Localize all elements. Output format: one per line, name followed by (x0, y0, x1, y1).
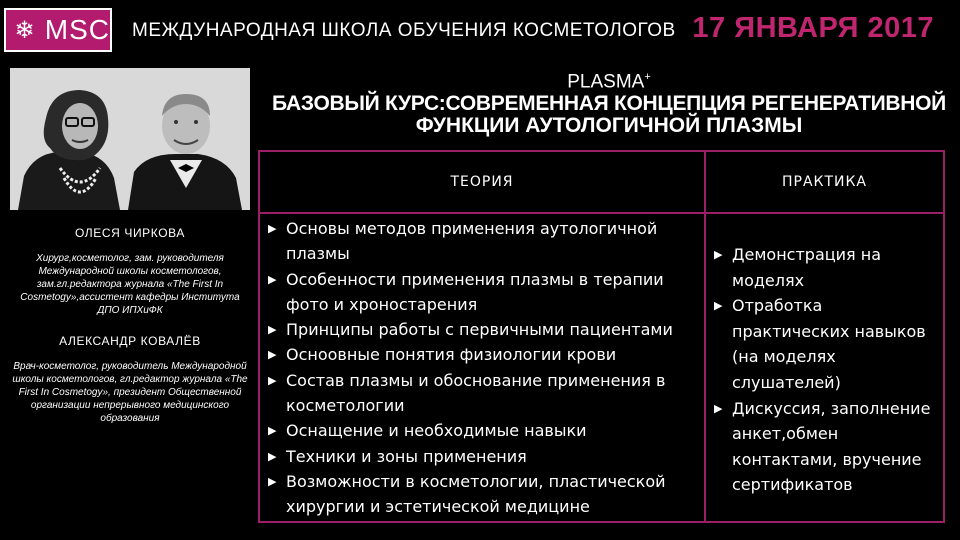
header-divider (260, 212, 943, 214)
triangle-bullet-icon: ▶ (268, 449, 277, 463)
list-item-text: Состав плазмы и обоснование применения в косметологии (286, 370, 666, 416)
list-item (266, 469, 702, 520)
list-item-text: Демонстрация на моделях (732, 245, 882, 290)
triangle-bullet-icon: ▶ (714, 299, 723, 313)
speaker-description: Врач-косметолог, руководитель Международной школы косметологов, гл.редактор журнала «The First In Cosmetogy», президент Общественной организации непрерывного медицинского образования (12, 361, 248, 424)
speakers-photo (10, 68, 250, 210)
course-title-line: БАЗОВЫЙ КУРС:СОВРЕМЕННАЯ КОНЦЕПЦИЯ РЕГЕНЕРАТИВНОЙ (272, 92, 946, 116)
list-item (266, 368, 702, 419)
course-brand-sup: + (644, 71, 651, 83)
triangle-bullet-icon: ▶ (268, 474, 277, 488)
list-item (266, 216, 702, 267)
triangle-bullet-icon: ▶ (268, 424, 277, 438)
list-item (712, 242, 942, 293)
speaker-name: АЛЕКСАНДР КОВАЛЁВ (59, 334, 201, 348)
list-item-text: Осноовные понятия физиологии крови (286, 345, 617, 365)
list-item-text: Техники и зоны применения (286, 446, 527, 466)
list-item (266, 444, 702, 469)
course-title (258, 66, 960, 137)
column-divider (704, 152, 706, 521)
triangle-bullet-icon: ▶ (714, 248, 723, 261)
triangle-bullet-icon: ▶ (268, 348, 277, 362)
event-date: 17 ЯНВАРЯ 2017 (692, 12, 934, 44)
course-brand (258, 66, 960, 93)
speaker-description: Хирург,косметолог, зам. руководителя Международной школы косметологов, зам.гл.редактора журнала «The First In Cosmetogy»,ассистент кафедры Института ДПО ИПХиФК (20, 253, 240, 316)
list-item-text: Особенности применения плазмы в терапии фото и хроностарения (286, 269, 664, 314)
program-table (258, 150, 945, 523)
list-item (266, 317, 702, 342)
list-item-text: Оснащение и необходимые навыки (286, 421, 587, 441)
triangle-bullet-icon: ▶ (268, 222, 277, 235)
list-item-text: Возможности в косметологии, пластической хирургии и эстетической медицине (286, 471, 666, 517)
course-title-line: ФУНКЦИИ АУТОЛОГИЧНОЙ ПЛАЗМЫ (415, 114, 803, 138)
triangle-bullet-icon: ▶ (268, 272, 277, 286)
school-name: МЕЖДУНАРОДНАЯ ШКОЛА ОБУЧЕНИЯ КОСМЕТОЛОГОВ (132, 20, 676, 41)
course-brand-text: PLASMA (567, 71, 645, 93)
list-item (266, 342, 702, 367)
speaker-card (10, 226, 250, 317)
practice-list (712, 242, 942, 498)
practice-header: ПРАКТИКА (781, 174, 868, 190)
msc-logo (4, 8, 112, 52)
list-item-text: Принципы работы с первичными пациентами (286, 320, 673, 340)
list-item (266, 267, 702, 318)
triangle-bullet-icon: ▶ (268, 323, 277, 337)
speaker-name: ОЛЕСЯ ЧИРКОВА (75, 226, 185, 240)
theory-header: ТЕОРИЯ (450, 174, 514, 190)
list-item (266, 418, 702, 443)
logo-text: MSC (44, 14, 110, 45)
list-item-text: Основы методов применения аутологичной плазмы (286, 219, 658, 264)
list-item (712, 396, 942, 498)
triangle-bullet-icon: ▶ (714, 401, 723, 415)
snowflake-icon: ❄ (14, 16, 35, 44)
list-item (712, 293, 942, 395)
theory-list (266, 216, 702, 520)
list-item-text: Отработка практических навыков (на моделях слушателей) (732, 296, 926, 392)
speaker-card (10, 334, 250, 425)
list-item-text: Дискуссия, заполнение анкет,обмен контактами, вручение сертификатов (732, 398, 931, 495)
triangle-bullet-icon: ▶ (268, 373, 277, 387)
